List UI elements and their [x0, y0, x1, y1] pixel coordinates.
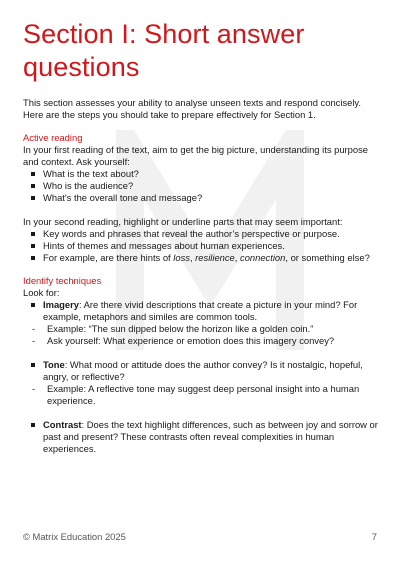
tone-example: - Example: A reflective tone may suggest deep personal insight into a human experience.: [32, 383, 360, 406]
list-item: Who is the audience?: [31, 180, 381, 192]
technique-list: [23, 419, 381, 455]
active-reading-list: [23, 168, 381, 204]
copyright-text: © Matrix Education 2025: [23, 531, 126, 542]
page-footer: [23, 531, 377, 542]
technique-list: [23, 299, 381, 323]
list-item: What is the text about?: [31, 168, 381, 180]
page-number: 7: [371, 531, 377, 542]
list-item: Key words and phrases that reveal the author’s perspective or purpose.: [31, 228, 381, 240]
technique-contrast: Contrast: Does the text highlight differences, such as between joy and sorrow or past and present? These contrasts often reveal complexities in human experiences.: [31, 419, 381, 455]
technique-list: [23, 359, 381, 383]
imagery-question: - Ask yourself: What experience or emotion does this imagery convey?: [32, 335, 335, 346]
list-item: For example, are there hints of loss, resilience, connection, or something else?: [31, 252, 381, 264]
identify-techniques-heading: Identify techniques: [23, 275, 102, 286]
second-reading-list: [23, 228, 381, 264]
page-content: [23, 18, 381, 455]
intro-paragraph: This section assesses your ability to analyse unseen texts and respond concisely. Here are the steps you should take to prepare effectively for Section 1.: [23, 97, 362, 120]
page-title: Section I: Short answer questions: [23, 19, 305, 82]
technique-tone: Tone: What mood or attitude does the author convey? Is it nostalgic, hopeful, angry, or reflective?: [31, 359, 381, 383]
second-reading-paragraph: In your second reading, highlight or underline parts that may seem important:: [23, 216, 343, 227]
technique-imagery: Imagery: Are there vivid descriptions that create a picture in your mind? For example, metaphors and similes are common tools.: [31, 299, 381, 323]
look-for-label: Look for:: [23, 287, 60, 298]
active-reading-heading: Active reading: [23, 132, 83, 143]
imagery-example: - Example: “The sun dipped below the horizon like a golden coin.”: [32, 323, 314, 334]
active-reading-paragraph: In your first reading of the text, aim to get the big picture, understanding its purpose and context. Ask yourself:: [23, 144, 368, 167]
list-item: Hints of themes and messages about human experiences.: [31, 240, 381, 252]
list-item: What's the overall tone and message?: [31, 192, 381, 204]
